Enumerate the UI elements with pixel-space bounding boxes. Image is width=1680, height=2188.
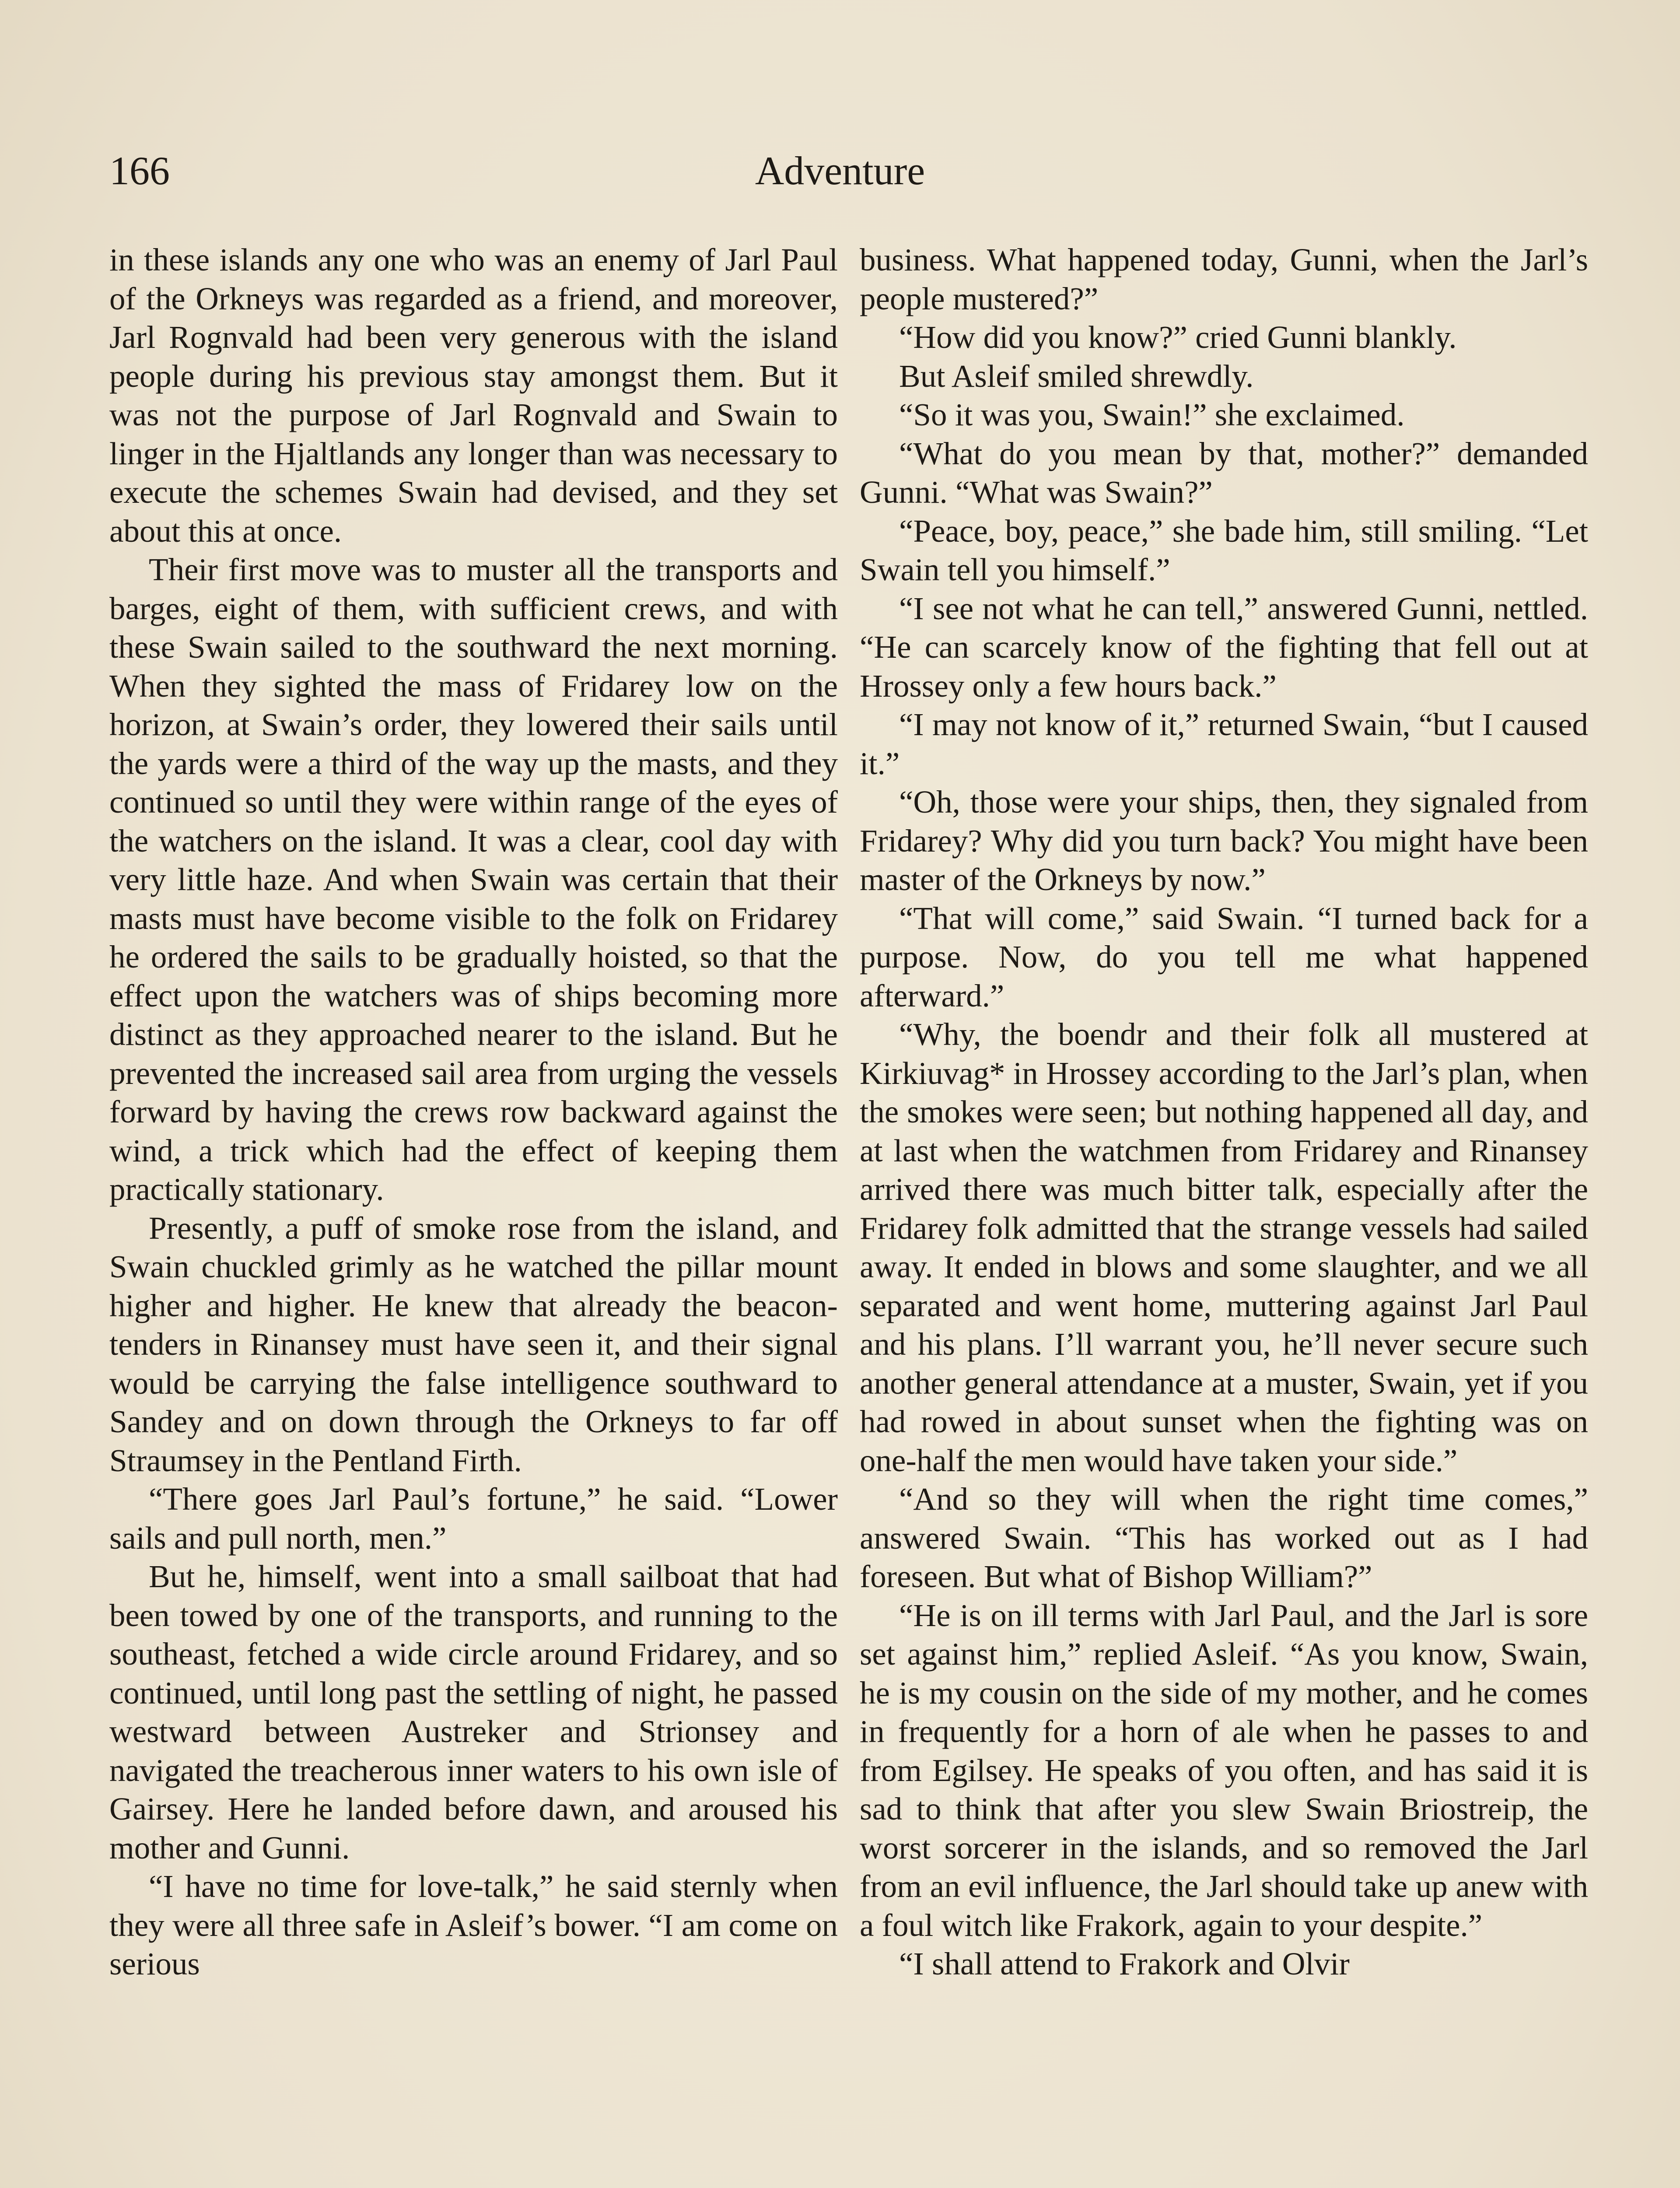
paragraph: in these islands any one who was an enemy of Jarl Paul of the Orkneys was regarded as a friend, and moreover, Jarl Rognvald had been very generous with the island people during his previous stay amongst them. But it was not the purpose of Jarl Rognvald and Swain to linger in the Hjaltlands any longer than was necessary to execute the schemes Swain had devised, and they set about this at once. [109,242,838,549]
paragraph: “I may not know of it,” returned Swain, “but I caused it.” [860,707,1588,781]
paragraph: “Why, the boendr and their folk all mustered at Kirkiuvag* in Hrossey according to the Jarl’s plan, when the smokes were seen; but nothing happened all day, and at last when the watchmen from Fridarey and Rinansey arrived there was much bitter talk, especially after the Fridarey folk admitted that the strange vessels had sailed away. It ended in blows and some slaughter, and we all separated and went home, muttering against Jarl Paul and his plans. I’ll warrant you, he’ll never secure such another general attendance at a muster, Swain, yet if you had rowed in about sunset when the fighting was on one-half the men would have taken your side.” [860,1017,1588,1478]
paragraph: Their first move was to muster all the transports and barges, eight of them, with sufficient crews, and with these Swain sailed to the southward the next morning. When they sighted the mass of Fridarey low on the horizon, at Swain’s order, they lowered their sails until the yards were a third of the way up the masts, and they continued so until they were within range of the eyes of the watchers on the island. It was a clear, cool day with very little haze. And when Swain was certain that their masts must have become visible to the folk on Fridarey he ordered the sails to be gradually hoisted, so that the effect upon the watchers was of ships becoming more distinct as they approached nearer to the island. But he prevented the increased sail area from urging the vessels forward by having the crews row backward against the wind, a trick which had the effect of keeping them practically stationary. [109,552,838,1207]
paragraph: “I have no time for love-talk,” he said sternly when they were all three safe in Asleif’s bower. “I am come on serious [109,1869,838,1981]
paragraph: “How did you know?” cried Gunni blankly. [899,319,1457,355]
paragraph: “That will come,” said Swain. “I turned back for a purpose. Now, do you tell me what happened afterward.” [860,900,1588,1013]
left-column [109,241,838,1984]
paragraph: “So it was you, Swain!” she exclaimed. [899,397,1405,432]
paragraph: Presently, a puff of smoke rose from the island, and Swain chuckled grimly as he watched the pillar mount higher and higher. He knew that already the beacon-tenders in Rinansey must have seen it, and their signal would be carrying the false intelligence southward to Sandey and on down through the Orkneys to far off Straumsey in the Pentland Firth. [109,1210,838,1478]
magazine-title: Adventure [755,148,925,193]
paragraph: “I see not what he can tell,” answered Gunni, nettled. “He can scarcely know of the fighting that fell out at Hrossey only a few hours back.” [860,590,1588,704]
paragraph: “Oh, those were your ships, then, they signaled from Fridarey? Why did you turn back? You might have been master of the Orkneys by now.” [860,784,1588,897]
paragraph: But he, himself, went into a small sailboat that had been towed by one of the transports, and running to the southeast, fetched a wide circle around Fridarey, and so continued, until long past the settling of night, he passed westward between Austreker and Strionsey and navigated the treacherous inner waters to his own isle of Gairsey. Here he landed before dawn, and aroused his mother and Gunni. [109,1559,838,1865]
page-number: 166 [109,148,170,193]
running-head [109,144,1571,197]
paragraph: “There goes Jarl Paul’s fortune,” he said. “Lower sails and pull north, men.” [109,1481,838,1556]
right-column [860,241,1588,1984]
paragraph: But Asleif smiled shrewdly. [899,358,1254,394]
paragraph: “And so they will when the right time comes,” answered Swain. “This has worked out as I had foreseen. But what of Bishop William?” [860,1481,1588,1594]
paragraph: “He is on ill terms with Jarl Paul, and the Jarl is sore set against him,” replied Asleif. “As you know, Swain, he is my cousin on the side of my mother, and he comes in frequently for a horn of ale when he passes to and from Egilsey. He speaks of you often, and has said it is sad to think that after you slew Swain Briostreip, the worst sorcerer in the islands, and so removed the Jarl from an evil influence, the Jarl should take up anew with a foul witch like Frakork, again to your despite.” [860,1597,1588,1943]
paragraph: “I shall attend to Frakork and Olvir [899,1946,1350,1981]
paragraph: “Peace, boy, peace,” she bade him, still smiling. “Let Swain tell you himself.” [860,513,1588,587]
paragraph: business. What happened today, Gunni, when the Jarl’s people mustered?” [860,242,1588,316]
paragraph: “What do you mean by that, mother?” demanded Gunni. “What was Swain?” [860,435,1588,510]
